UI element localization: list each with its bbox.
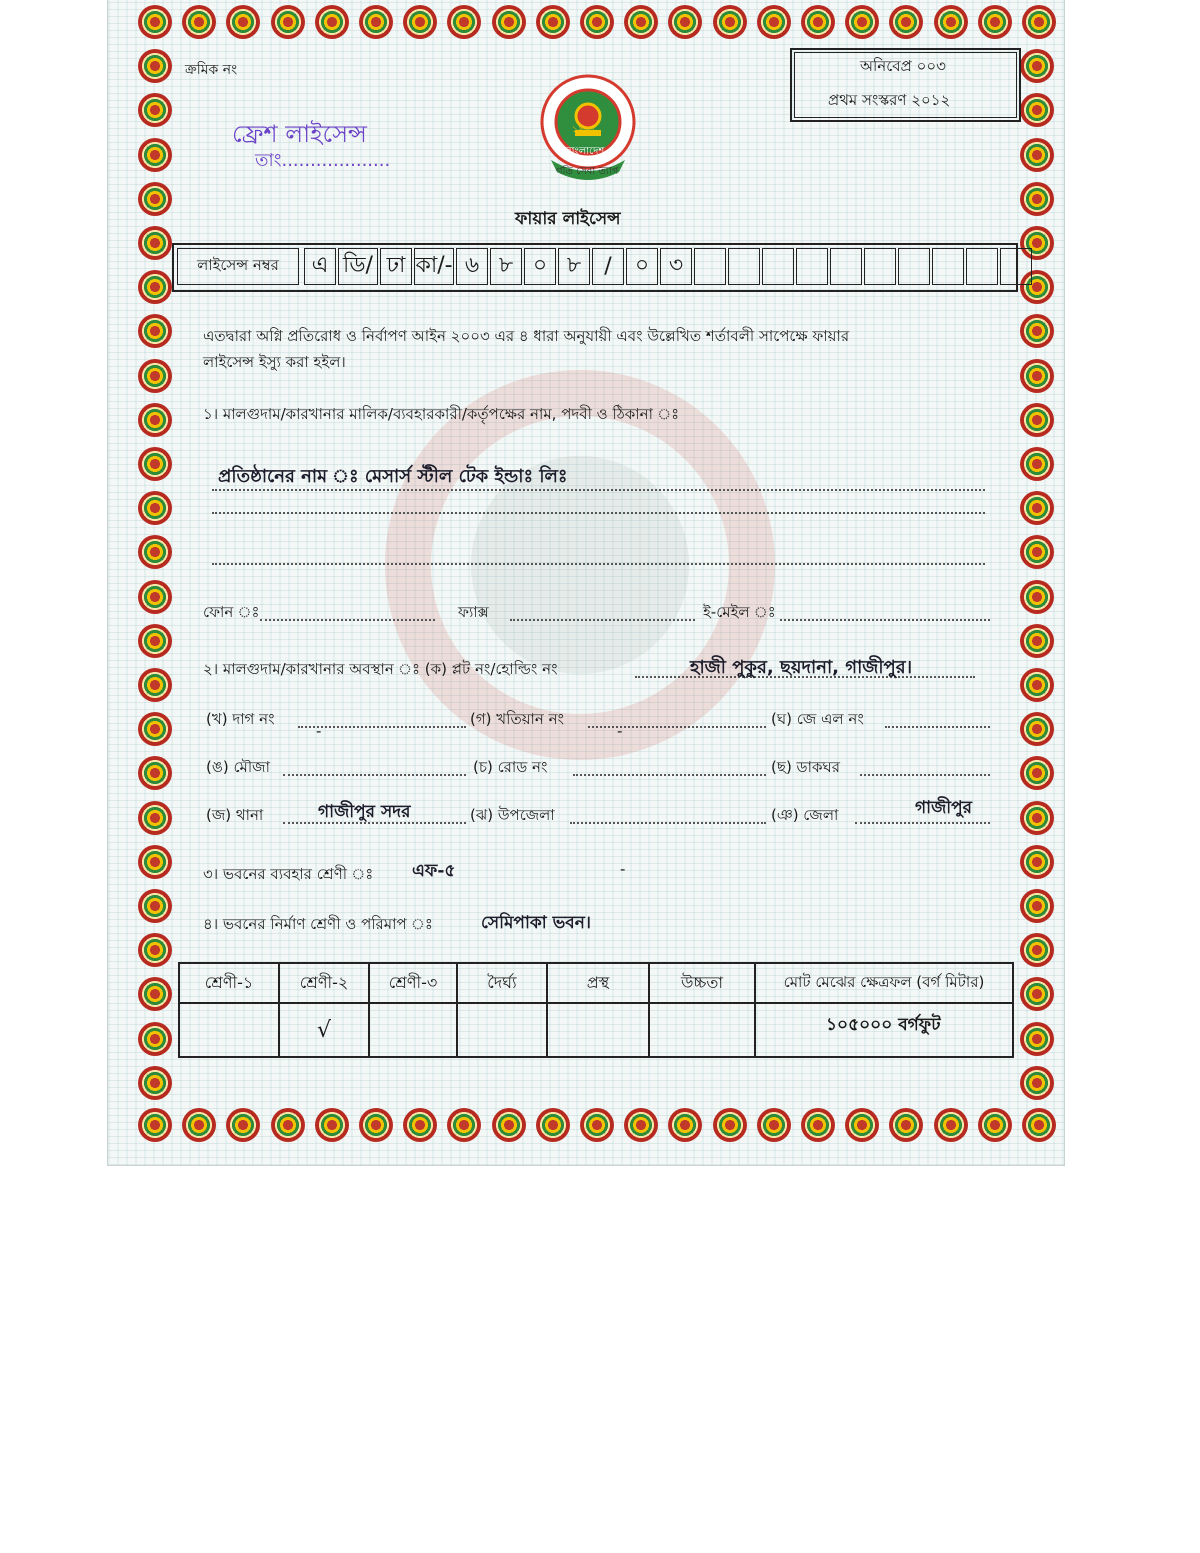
seal-icon (1020, 1022, 1054, 1056)
seal-icon (536, 1108, 570, 1142)
seal-icon (138, 226, 172, 260)
seal-icon (1020, 668, 1054, 702)
seal-icon (536, 5, 570, 39)
fax-label: ফ্যাক্স (458, 603, 489, 621)
seal-icon (403, 5, 437, 39)
table-header: মোট মেঝের ক্ষেত্রফল (বর্গ মিটার) (755, 963, 1013, 1003)
jl-label: (ঘ) জে এল নং (771, 710, 864, 728)
seal-icon (1022, 5, 1056, 39)
seal-icon (1022, 1108, 1056, 1142)
upazila-label: (ঝ) উপজেলা (470, 806, 555, 824)
table-cell (369, 1003, 457, 1057)
seal-icon (271, 5, 305, 39)
intro-line-2: লাইসেন্স ইস্যু করা হইল। (203, 353, 346, 371)
seal-icon (492, 1108, 526, 1142)
license-number-cell: ৮ (490, 248, 522, 285)
seal-icon (1020, 491, 1054, 525)
seal-icon (845, 1108, 879, 1142)
license-number-cell: কা/- (414, 248, 454, 285)
table-cell (457, 1003, 547, 1057)
table-header: দৈর্ঘ্য (457, 963, 547, 1003)
road-label: (চ) রোড নং (473, 758, 548, 776)
license-number-cell: ঢা (380, 248, 412, 285)
seal-icon (138, 668, 172, 702)
license-number-cell (796, 248, 828, 285)
license-number-cell (966, 248, 998, 285)
page-title: ফায়ার লাইসেন্স (515, 209, 621, 229)
post-line (860, 774, 990, 776)
thana-value: গাজীপুর সদর (318, 802, 411, 822)
district-value: গাজীপুর (915, 798, 973, 818)
seal-icon (138, 889, 172, 923)
seal-icon (315, 1108, 349, 1142)
license-number-cell (1000, 248, 1032, 285)
seal-icon (713, 1108, 747, 1142)
seal-icon (138, 1108, 172, 1142)
seal-icon (845, 5, 879, 39)
emblem-year: ১৯৮২ (572, 125, 596, 135)
khatian-label: (গ) খতিয়ান নং (470, 710, 565, 728)
seal-icon (624, 5, 658, 39)
section-2-label: ২। মালগুদাম/কারখানার অবস্থান ঃ (ক) প্লট নং/হোল্ডিং নং (203, 660, 558, 678)
seal-icon (1020, 889, 1054, 923)
emblem-country: বাংলাদেশ (566, 146, 605, 157)
seal-icon (1020, 801, 1054, 835)
license-number-cell (728, 248, 760, 285)
seal-icon (138, 182, 172, 216)
seal-icon (138, 49, 172, 83)
section-3-label: ৩। ভবনের ব্যবহার শ্রেণী ঃ (203, 865, 374, 883)
dag-dash: - (316, 722, 322, 740)
license-number-cell: ৮ (558, 248, 590, 285)
license-number-cell: ৩ (660, 248, 692, 285)
license-number-cell: ০ (524, 248, 556, 285)
seal-icon (624, 1108, 658, 1142)
seal-icon (138, 801, 172, 835)
seal-icon (138, 447, 172, 481)
upazila-line (570, 822, 766, 824)
seal-icon (1020, 447, 1054, 481)
seal-icon (1020, 138, 1054, 172)
seal-icon (757, 1108, 791, 1142)
form-code: অনিবেপ্র ০০৩ (860, 57, 946, 75)
seal-icon (138, 270, 172, 304)
seal-icon (138, 1066, 172, 1100)
seal-icon (182, 5, 216, 39)
serial-label: ক্রমিক নং (185, 62, 238, 78)
license-number-cell (762, 248, 794, 285)
seal-icon (138, 712, 172, 746)
khatian-line (588, 726, 766, 728)
phone-label: ফোন ঃ (203, 603, 260, 621)
seal-icon (1020, 1066, 1054, 1100)
seal-icon (138, 491, 172, 525)
table-cell (179, 1003, 279, 1057)
seal-icon (138, 359, 172, 393)
seal-icon (1020, 403, 1054, 437)
table-cell: ১০৫০০০ বর্গফুট (755, 1003, 1013, 1057)
seal-icon (138, 403, 172, 437)
seal-icon (1020, 359, 1054, 393)
district-label: (ঞ) জেলা (771, 806, 839, 824)
table-cell: √ (279, 1003, 369, 1057)
table-header: প্রস্থ (547, 963, 649, 1003)
seal-icon (934, 5, 968, 39)
license-number-cell: ডি/ (338, 248, 378, 285)
seal-icon (138, 580, 172, 614)
seal-icon (1020, 580, 1054, 614)
jl-line (885, 726, 990, 728)
seal-icon (580, 5, 614, 39)
organization-name: প্রতিষ্ঠানের নাম ঃ মেসার্স স্টীল টেক ইন্ডাঃ লিঃ (218, 466, 568, 487)
dag-line (298, 726, 466, 728)
seal-icon (934, 1108, 968, 1142)
watermark-emblem (385, 370, 775, 760)
dag-label: (খ) দাগ নং (206, 710, 275, 728)
table-header: শ্রেণী-২ (279, 963, 369, 1003)
seal-icon (978, 5, 1012, 39)
email-line (780, 619, 990, 621)
table-header: শ্রেণী-১ (179, 963, 279, 1003)
fresh-license-stamp: ফ্রেশ লাইসেন্স (232, 120, 367, 148)
seal-icon (359, 5, 393, 39)
plot-value: হাজী পুকুর, ছয়দানা, গাজীপুর। (690, 657, 913, 678)
section-3-value: এফ-৫ (412, 861, 456, 881)
license-number-cell (932, 248, 964, 285)
license-number-cell (694, 248, 726, 285)
seal-icon (359, 1108, 393, 1142)
table-row (179, 1003, 1013, 1057)
seal-icon (1020, 845, 1054, 879)
fax-line (510, 619, 695, 621)
seal-icon (580, 1108, 614, 1142)
seal-icon (138, 138, 172, 172)
seal-icon (271, 1108, 305, 1142)
thana-label: (জ) থানা (206, 806, 264, 824)
license-number-cell (864, 248, 896, 285)
license-number-cell: / (592, 248, 624, 285)
post-label: (ছ) ডাকঘর (771, 758, 840, 776)
mouza-line (283, 774, 466, 776)
seal-icon (757, 5, 791, 39)
license-number-cell (898, 248, 930, 285)
license-number-cell (830, 248, 862, 285)
seal-icon (1020, 182, 1054, 216)
seal-icon (138, 845, 172, 879)
dotted-line (212, 563, 985, 565)
dotted-line (212, 512, 985, 514)
seal-icon (315, 5, 349, 39)
stamp-date: তাং................... (255, 150, 391, 171)
license-number-cell: ০ (626, 248, 658, 285)
section-1-label: ১। মালগুদাম/কারখানার মালিক/ব্যবহারকারী/কর্তৃপক্ষের নাম, পদবী ও ঠিকানা ঃ (203, 405, 680, 423)
seal-icon (713, 5, 747, 39)
edition-text: প্রথম সংস্করণ ২০১২ (828, 91, 951, 109)
license-number-cell: ৬ (456, 248, 488, 285)
table-cell (547, 1003, 649, 1057)
seal-icon (1020, 49, 1054, 83)
seal-icon (1020, 933, 1054, 967)
email-label: ই-মেইল ঃ (703, 603, 776, 621)
seal-icon (978, 1108, 1012, 1142)
license-number-label: লাইসেন্স নম্বর (177, 248, 299, 285)
mouza-label: (ঙ) মৌজা (206, 758, 270, 776)
intro-line-1: এতদ্বারা অগ্নি প্রতিরোধ ও নির্বাপণ আইন ২০০৩ এর ৪ ধারা অনুযায়ী এবং উল্লেখিত শর্তাবলী সাপেক্ষে ফায়ার (203, 327, 850, 345)
table-header-row (179, 963, 1013, 1003)
section-4-label: ৪। ভবনের নির্মাণ শ্রেণী ও পরিমাপ ঃ (203, 915, 433, 933)
seal-icon (801, 5, 835, 39)
section-3-dash: - (620, 860, 626, 878)
khatian-dash: - (617, 722, 623, 740)
seal-icon (138, 624, 172, 658)
seal-icon (182, 1108, 216, 1142)
table-cell (649, 1003, 755, 1057)
seal-icon (138, 933, 172, 967)
seal-icon (138, 1022, 172, 1056)
seal-icon (403, 1108, 437, 1142)
license-number-row (172, 243, 1018, 292)
phone-line (260, 619, 435, 621)
emblem-motto: গতি সেবা ত্যাগ (556, 166, 619, 177)
seal-icon (801, 1108, 835, 1142)
building-dimension-table (178, 962, 1014, 1058)
seal-icon (1020, 624, 1054, 658)
dotted-line (212, 489, 985, 491)
seal-icon (138, 5, 172, 39)
table-header: উচ্চতা (649, 963, 755, 1003)
license-number-cell: এ (304, 248, 336, 285)
table-header: শ্রেণী-৩ (369, 963, 457, 1003)
section-4-value: সেমিপাকা ভবন। (481, 913, 591, 933)
seal-icon (1020, 712, 1054, 746)
seal-icon (492, 5, 526, 39)
road-line (573, 774, 766, 776)
